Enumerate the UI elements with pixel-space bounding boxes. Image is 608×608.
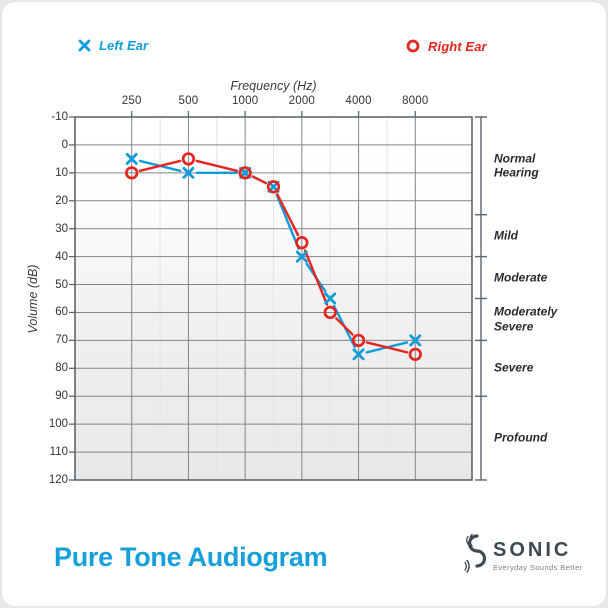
chart-title: Pure Tone Audiogram <box>54 542 328 572</box>
x-axis-title: Frequency (Hz) <box>230 79 317 93</box>
severity-label-moderately-severe: Moderately Severe <box>494 304 558 334</box>
left-ear-x-icon <box>77 38 92 53</box>
y-tick-label-110: 110 <box>49 446 68 459</box>
legend-right-ear <box>405 38 487 54</box>
y-tick-label-100: 100 <box>48 418 68 431</box>
logo-name: SONIC <box>493 539 572 561</box>
severity-label-profound: Profound <box>494 430 548 445</box>
audiogram-card <box>1 1 607 607</box>
severity-label-severe: Severe <box>494 360 534 375</box>
y-tick-label-10: 10 <box>55 166 68 179</box>
y-tick-label-70: 70 <box>55 334 68 347</box>
y-tick-label-80: 80 <box>55 362 68 375</box>
legend-left-ear-label: Left Ear <box>99 38 149 53</box>
x-tick-label-250: 250 <box>121 95 142 107</box>
x-tick-label-8000: 8000 <box>402 95 429 107</box>
right-ear-circle-icon <box>405 38 421 54</box>
y-tick-label-120: 120 <box>48 474 68 486</box>
sonic-logo <box>461 533 583 575</box>
y-tick-label-20: 20 <box>55 194 68 207</box>
y-axis-title: Volume (dB) <box>26 264 40 334</box>
sound-wave-icon <box>461 533 487 575</box>
x-tick-label-2000: 2000 <box>288 95 316 107</box>
y-tick-label-40: 40 <box>55 250 68 263</box>
y-tick-label--10: -10 <box>51 111 68 123</box>
y-tick-label-90: 90 <box>55 390 68 403</box>
x-tick-label-4000: 4000 <box>345 95 372 107</box>
y-tick-label-0: 0 <box>61 138 68 151</box>
legend-left-ear <box>77 38 148 53</box>
x-tick-label-500: 500 <box>178 95 199 107</box>
x-tick-label-1000: 1000 <box>231 95 259 107</box>
logo-tagline: Everyday Sounds Better <box>493 563 583 572</box>
severity-label-mild: Mild <box>494 228 518 243</box>
severity-label-moderate: Moderate <box>494 270 548 285</box>
y-tick-label-30: 30 <box>55 222 68 235</box>
legend-right-ear-label: Right Ear <box>428 38 487 54</box>
y-tick-label-60: 60 <box>55 306 68 319</box>
severity-label-normal-hearing: Normal Hearing <box>494 151 539 180</box>
y-tick-label-50: 50 <box>55 278 68 291</box>
